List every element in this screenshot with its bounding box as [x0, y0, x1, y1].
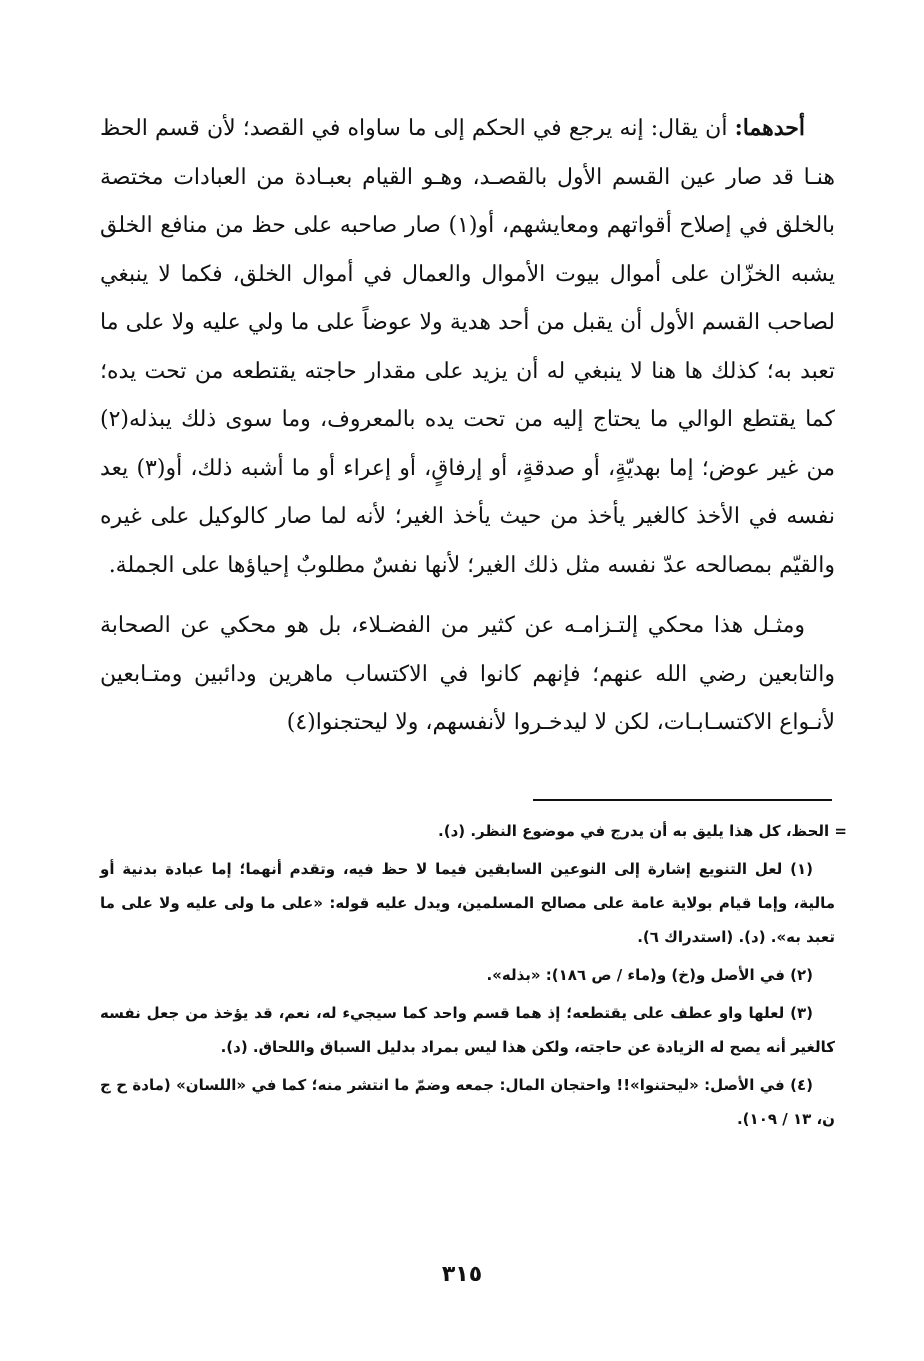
- footnote-4: (٤) في الأصل: «ليحتنوا»!! واحتجان المال: جمعه وضمّ ما انتشر منه؛ كما في «اللسان» (مادة ح ج ن، ١٣ / ١٠٩).: [100, 1076, 835, 1128]
- page-number: ٣١٥: [441, 1262, 483, 1287]
- paragraph-1-body: أن يقال: إنه يرجع في الحكم إلى ما ساواه في القصد؛ لأن قسم الحظ هنـا قد صار عين القسم الأول بالقصـد، وهـو القيام بعبـادة من العبادات مختصة بالخلق في إصلاح أقواتهم ومعايشهم، أو(١) صار صاحبه على حظ من منافع الخلق يشبه الخزّان على أموال بيوت الأموال والعمال في أموال الخلق، فكما لا ينبغي لصاحب القسم الأول أن يقبل من أحد هدية ولا عوضاً على ما ولي عليه ولا على ما تعبد به؛ كذلك ها هنا لا ينبغي له أن يزيد على مقدار حاجته يقتطعه من تحت يده؛ كما يقتطع الوالي ما يحتاج إليه من تحت يده بالمعروف، وما سوى ذلك يبذله(٢) من غير عوض؛ إما بهديّةٍ، أو صدقةٍ، أو إرفاقٍ، أو إعراء أو ما أشبه ذلك، أو(٣) يعد نفسه في الأخذ كالغير يأخذ من حيث يأخذ الغير؛ لأنه لما صار كالوكيل على غيره والقيّم بمصالحه عدّ نفسه مثل ذلك الغير؛ لأنها نفسٌ مطلوبٌ إحياؤها على الجملة.: [100, 116, 835, 578]
- footnote-3: (٣) لعلها واو عطف على يقتطعه؛ إذ هما قسم واحد كما سيجيء له، نعم، قد يؤخذ من جعل نفسه كالغير أنه يصح له الزيادة عن حاجته، ولكن هذا ليس بمراد بدليل السباق واللحاق. (د).: [100, 1004, 835, 1056]
- main-text: [100, 104, 835, 748]
- footnote-continuation: = الحظ، كل هذا يليق به أن يدرج في موضوع النظر. (د).: [438, 822, 847, 840]
- paragraph-1-lead: أحدهما:: [734, 115, 805, 141]
- footnote-1: (١) لعل التنويع إشارة إلى النوعين السابقين فيما لا حظ فيه، وتقدم أنهما؛ إما عبادة بدنية أو مالية، وإما قيام بولاية عامة على مصالح المسلمين، ويدل عليه قوله: «على ما ولى عليه ولا على ما تعبد به». (د). (استدراك ٦).: [100, 860, 835, 946]
- footnotes: [100, 814, 847, 1140]
- footnote-2: (٢) في الأصل و(خ) و(ماء / ص ١٨٦): «بذله».: [486, 966, 813, 984]
- paragraph-2: ومثـل هذا محكي إلتـزامـه عن كثير من الفضـلاء، بل هو محكي عن الصحابة والتابعين رضي الله عنهم؛ فإنهم كانوا في الاكتساب ماهرين ودائبين ومتـابعين لأنـواع الاكتسـابـات، لكن لا ليدخـروا لأنفسهم، ولا ليحتجنوا(٤): [100, 613, 835, 735]
- paragraph-1: [100, 104, 835, 590]
- footnote-divider: [533, 799, 832, 801]
